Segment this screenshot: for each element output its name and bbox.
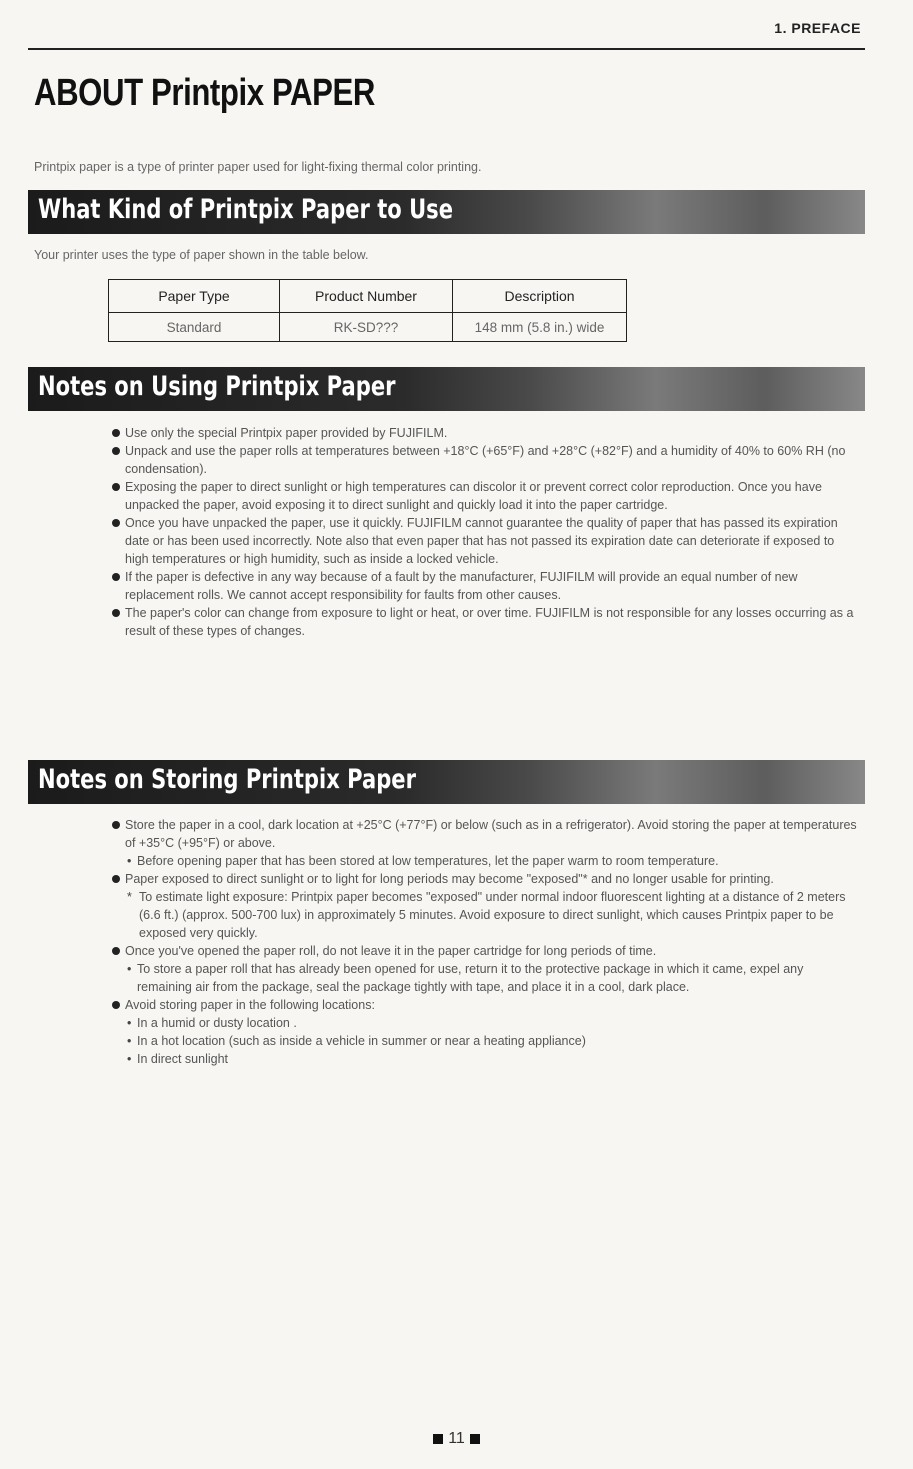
list-item-text: Store the paper in a cool, dark location at +25°C (+77°F) or below (such as in a refrigerator). Avoid storing the paper at temperatures of +35°C (+95°F) or above. xyxy=(125,818,857,850)
table-cell: 148 mm (5.8 in.) wide xyxy=(453,313,627,342)
table-row xyxy=(109,313,627,342)
sub-item: • In a humid or dusty location . xyxy=(125,1014,860,1032)
section-banner-storing xyxy=(28,760,865,804)
list-item-text: Avoid storing paper in the following locations: xyxy=(125,998,375,1012)
intro-text: Printpix paper is a type of printer paper used for light-fixing thermal color printing. xyxy=(34,160,482,174)
square-bullet-icon xyxy=(433,1434,443,1444)
list-item xyxy=(108,996,860,1068)
sub-item: • To store a paper roll that has already been opened for use, return it to the protective package in which it came, expel any remaining air from the package, seal the package tightly with tape, and place it in a cool, dark place. xyxy=(125,960,860,996)
using-notes-list xyxy=(108,424,860,640)
list-item xyxy=(108,870,860,942)
paper-table xyxy=(108,279,627,342)
chapter-label: 1. PREFACE xyxy=(774,20,861,36)
section-banner-paper-type xyxy=(28,190,865,234)
table-header-cell: Paper Type xyxy=(109,280,280,313)
square-bullet-icon xyxy=(470,1434,480,1444)
list-item-text: Paper exposed to direct sunlight or to light for long periods may become "exposed"* and no longer usable for printing. xyxy=(125,872,774,886)
list-item: Exposing the paper to direct sunlight or high temperatures can discolor it or prevent correct color reproduction. Once you have unpacked the paper, avoid exposing it to direct sunlight and quickly load it into the paper cartridge. xyxy=(108,478,860,514)
footnote: * To estimate light exposure: Printpix paper becomes "exposed" under normal indoor fluorescent lighting at a distance of 2 meters (6.6 ft.) (approx. 500-700 lux) in approximately 5 minutes. Avoid exposure to direct sunlight, which causes Printpix paper to be exposed very quickly. xyxy=(125,888,860,942)
section-text: Your printer uses the type of paper shown in the table below. xyxy=(34,248,369,262)
list-item-text: Once you've opened the paper roll, do not leave it in the paper cartridge for long periods of time. xyxy=(125,944,657,958)
table-header-row xyxy=(109,280,627,313)
sub-item: • In direct sunlight xyxy=(125,1050,860,1068)
list-item: Unpack and use the paper rolls at temperatures between +18°C (+65°F) and +28°C (+82°F) and a humidity of 40% to 60% RH (no condensation). xyxy=(108,442,860,478)
table-cell: RK-SD??? xyxy=(280,313,453,342)
storing-notes-list xyxy=(108,816,860,1068)
section-heading: What Kind of Printpix Paper to Use xyxy=(38,194,453,225)
table-header-cell: Product Number xyxy=(280,280,453,313)
page-number xyxy=(0,1430,913,1448)
list-item: Once you have unpacked the paper, use it quickly. FUJIFILM cannot guarantee the quality of paper that has passed its expiration date or has been used incorrectly. Note also that even paper that has not passed its expiration date can deteriorate if exposed to high temperatures or high humidity, such as inside a locked vehicle. xyxy=(108,514,860,568)
table-header-cell: Description xyxy=(453,280,627,313)
sub-item: • In a hot location (such as inside a vehicle in summer or near a heating appliance) xyxy=(125,1032,860,1050)
page-title: ABOUT Printpix PAPER xyxy=(34,72,375,114)
page-number-text: 11 xyxy=(448,1430,465,1447)
header-rule xyxy=(28,48,865,50)
list-item xyxy=(108,816,860,870)
list-item: The paper's color can change from exposure to light or heat, or over time. FUJIFILM is not responsible for any losses occurring as a result of these types of changes. xyxy=(108,604,860,640)
section-heading: Notes on Using Printpix Paper xyxy=(38,371,396,402)
list-item: Use only the special Printpix paper provided by FUJIFILM. xyxy=(108,424,860,442)
list-item: If the paper is defective in any way because of a fault by the manufacturer, FUJIFILM will provide an equal number of new replacement rolls. We cannot accept responsibility for faults from other causes. xyxy=(108,568,860,604)
section-banner-using xyxy=(28,367,865,411)
list-item xyxy=(108,942,860,996)
sub-item: • Before opening paper that has been stored at low temperatures, let the paper warm to room temperature. xyxy=(125,852,860,870)
section-heading: Notes on Storing Printpix Paper xyxy=(38,764,416,795)
table-cell: Standard xyxy=(109,313,280,342)
